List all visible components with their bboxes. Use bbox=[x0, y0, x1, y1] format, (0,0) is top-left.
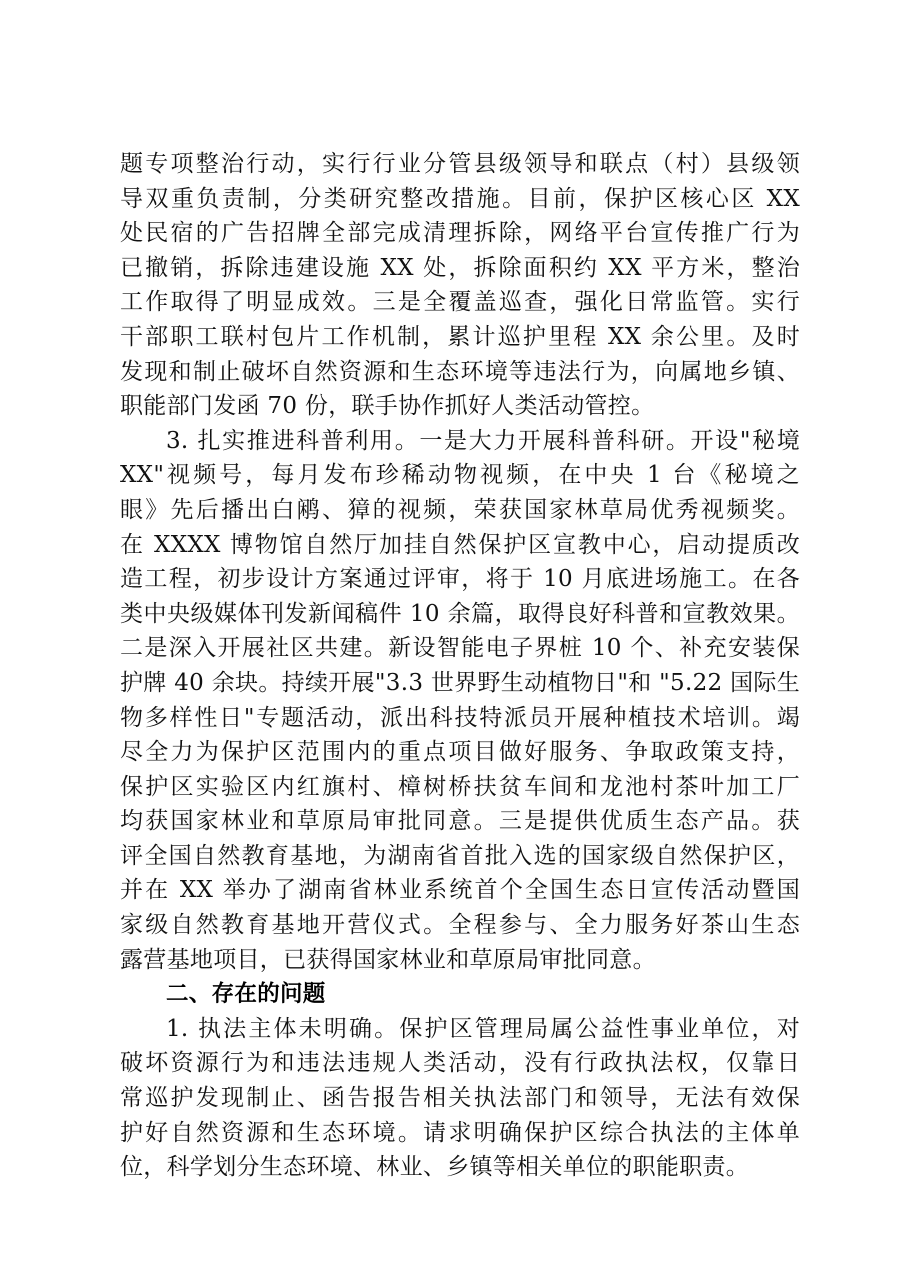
text-line: 职能部门发函 70 份，联手协作抓好人类活动管控。 bbox=[120, 393, 655, 420]
text-line: XX"视频号，每月发布珍稀动物视频，在中央 1 台《秘境之 bbox=[120, 462, 800, 489]
text-line: 题专项整治行动，实行行业分管县级领导和联点（村）县级领 bbox=[120, 151, 800, 177]
text-line: 物多样性日"专题活动，派出科技特派员开展种植技术培训。竭 bbox=[120, 704, 800, 731]
text-line: 护好自然资源和生态环境。请求明确保护区综合执法的主体单 bbox=[120, 1119, 800, 1146]
text-line: 处民宿的广告招牌全部完成清理拆除，网络平台宣传推广行为 bbox=[120, 220, 800, 247]
text-line: 眼》先后播出白鹇、獐的视频，荣获国家林草局优秀视频奖。 bbox=[120, 496, 800, 523]
section-heading bbox=[120, 977, 800, 1012]
text-line: 二是深入开展社区共建。新设智能电子界桩 10 个、补充安装保 bbox=[120, 635, 800, 662]
text-line: 发现和制止破坏自然资源和生态环境等违法行为，向属地乡镇、 bbox=[120, 358, 800, 385]
paragraph bbox=[120, 147, 800, 424]
text-line: 破坏资源行为和违法违规人类活动，没有行政执法权，仅靠日 bbox=[120, 1050, 800, 1077]
text-line: 家级自然教育基地开营仪式。全程参与、全力服务好茶山生态 bbox=[120, 912, 800, 939]
document-body bbox=[120, 147, 800, 1185]
text-line: 类中央级媒体刊发新闻稿件 10 余篇，取得良好科普和宣教效果。 bbox=[120, 600, 800, 627]
text-line: 干部职工联村包片工作机制，累计巡护里程 XX 余公里。及时 bbox=[120, 323, 800, 350]
text-line: 评全国自然教育基地，为湖南省首批入选的国家级自然保护区， bbox=[120, 842, 800, 869]
text-line: 常巡护发现制止、函告报告相关执法部门和领导，无法有效保 bbox=[120, 1085, 800, 1112]
text-line: 位，科学划分生态环境、林业、乡镇等相关单位的职能职责。 bbox=[120, 1154, 750, 1181]
text-line: 造工程，初步设计方案通过评审，将于 10 月底进场施工。在各 bbox=[120, 566, 800, 593]
paragraph bbox=[120, 1012, 800, 1185]
section-heading-text: 二、存在的问题 bbox=[166, 981, 326, 1008]
text-line: 保护区实验区内红旗村、樟树桥扶贫车间和龙池村茶叶加工厂 bbox=[120, 773, 800, 800]
text-line: 露营基地项目，已获得国家林业和草原局审批同意。 bbox=[120, 946, 656, 973]
paragraph bbox=[120, 424, 800, 978]
text-line: 工作取得了明显成效。三是全覆盖巡查，强化日常监管。实行 bbox=[120, 289, 800, 316]
text-line: 均获国家林业和草原局审批同意。三是提供优质生态产品。获 bbox=[120, 808, 800, 835]
text-line: 在 XXXX 博物馆自然厅加挂自然保护区宣教中心，启动提质改 bbox=[120, 531, 800, 558]
text-line: 护牌 40 余块。持续开展"3.3 世界野生动植物日"和 "5.22 国际生 bbox=[120, 669, 800, 696]
text-line: 1. 执法主体未明确。保护区管理局属公益性事业单位，对 bbox=[166, 1015, 800, 1042]
text-line: 已撤销，拆除违建设施 XX 处，拆除面积约 XX 平方米，整治 bbox=[120, 254, 800, 281]
text-line: 并在 XX 举办了湖南省林业系统首个全国生态日宣传活动暨国 bbox=[120, 877, 800, 904]
text-line: 导双重负责制，分类研究整改措施。目前，保护区核心区 XX bbox=[120, 185, 800, 212]
text-line: 尽全力为保护区范围内的重点项目做好服务、争取政策支持， bbox=[120, 739, 800, 766]
text-line: 3. 扎实推进科普利用。一是大力开展科普科研。开设"秘境 bbox=[166, 427, 800, 454]
